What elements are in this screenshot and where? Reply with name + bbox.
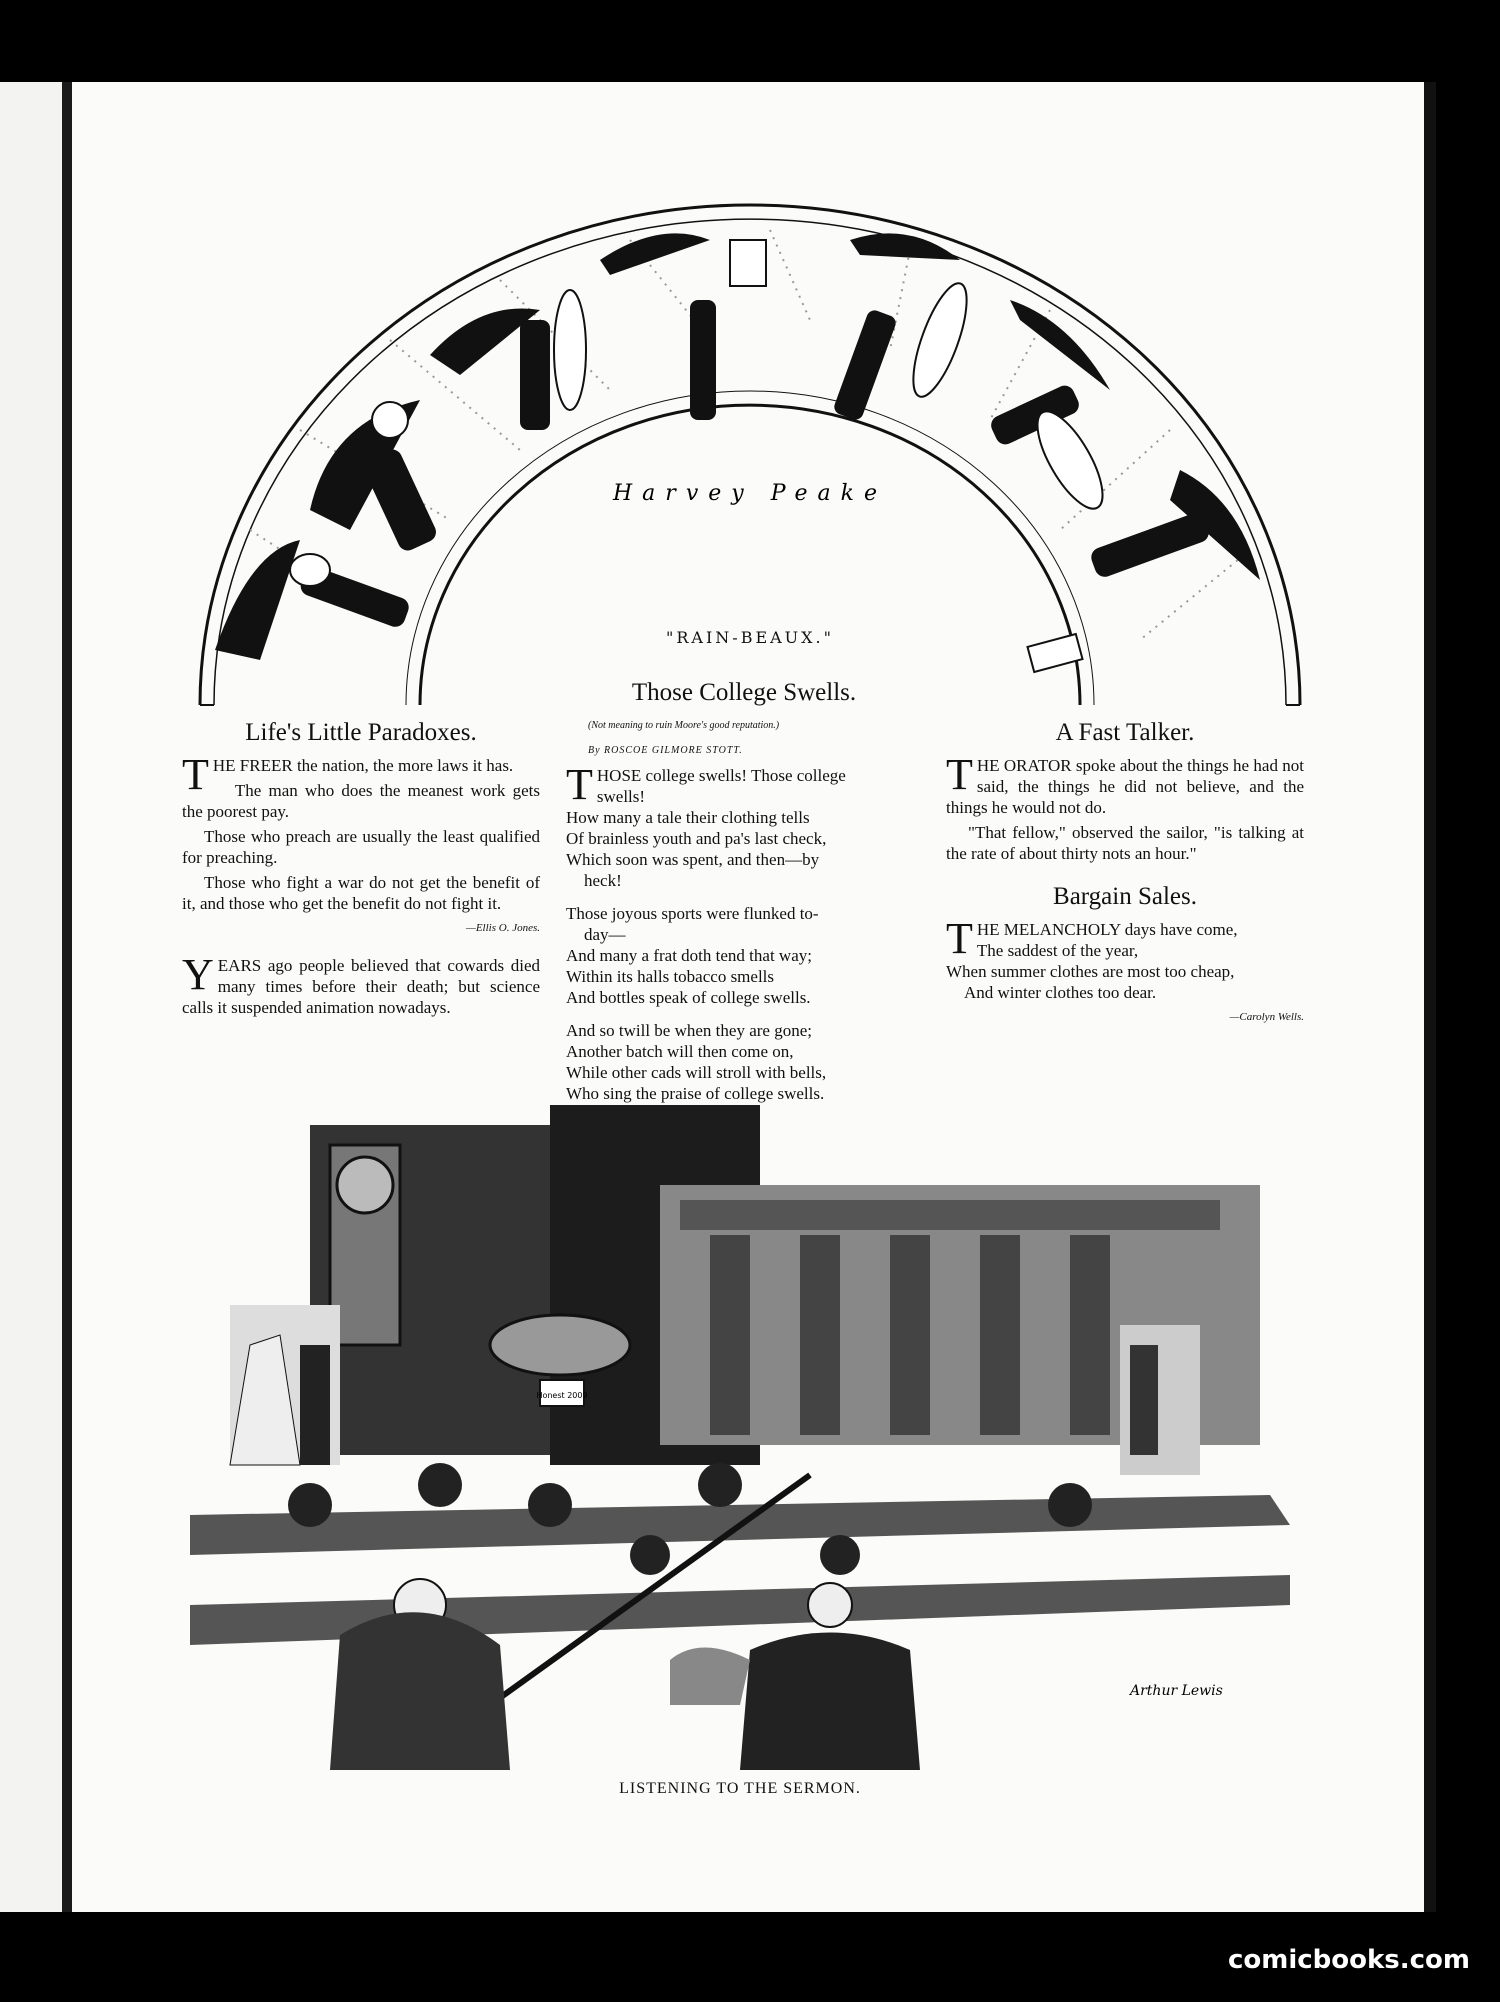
illustration-artist-signature: Arthur Lewis bbox=[1130, 1683, 1223, 1699]
poem-title: Those College Swells. bbox=[631, 679, 857, 706]
paragraph-4: Those who fight a war do not get the benefit of it, and those who get the benefit do not fight it. bbox=[182, 873, 540, 913]
column-lifes-little-paradoxes bbox=[182, 719, 540, 1022]
stanza-1: THOSE college swells! Those college swells! How many a tale their clothing tells Of brainless youth and pa's last check, Which soon was spent, and then—by heck! bbox=[566, 760, 846, 890]
article-title: Life's Little Paradoxes. bbox=[245, 719, 477, 746]
byline: —Carolyn Wells. bbox=[1229, 1011, 1304, 1023]
paragraph-2: The man who does the meanest work gets the poorest pay. bbox=[182, 781, 540, 821]
column-a-fast-talker bbox=[946, 719, 1304, 1028]
fan-caption: "RAIN-BEAUX." bbox=[666, 628, 834, 647]
honest-sign-text: Honest 2009 bbox=[536, 1391, 588, 1400]
article-title: A Fast Talker. bbox=[1055, 719, 1195, 746]
poem-subnote: (Not meaning to ruin Moore's good reputation.) bbox=[588, 720, 780, 731]
paragraph-1: THE FREER the nation, the more laws it has. bbox=[182, 750, 514, 799]
paragraph-1: THE ORATOR spoke about the things he had not said, the things he did not believe, and the things he would not do. bbox=[946, 750, 1304, 817]
stanza-2: Those joyous sports were flunked to- day— And many a frat doth tend that way; Within its halls tobacco smells And bottles speak of college swells. bbox=[566, 904, 819, 1007]
church-sermon-illustration bbox=[190, 1105, 1300, 1770]
paragraph-5: YEARS ago people believed that cowards died many times before their death; but science calls it suspended animation nowadays. bbox=[182, 950, 540, 1017]
paragraph-2: "That fellow," observed the sailor, "is talking at the rate of about thirty nots an hour." bbox=[946, 823, 1304, 863]
column-those-college-swells bbox=[566, 679, 922, 1116]
page-edge-shadow bbox=[1424, 82, 1436, 1912]
paragraph-3: Those who preach are usually the least qualified for preaching. bbox=[182, 827, 540, 867]
fan-artist-signature: Harvey Peake bbox=[613, 481, 887, 506]
left-page-spine bbox=[0, 82, 62, 1912]
bargain-sales-verse: THE MELANCHOLY days have come, The saddest of the year, When summer clothes are most too cheap, And winter clothes too dear. bbox=[946, 914, 1238, 1002]
watermark: comicbooks.com bbox=[1227, 1945, 1470, 1975]
byline: —Ellis O. Jones. bbox=[466, 922, 540, 934]
spine-shadow bbox=[62, 82, 72, 1912]
stanza-3: And so twill be when they are gone; Another batch will then come on, While other cads will stroll with bells, Who sing the praise of college swells. bbox=[566, 1021, 827, 1103]
poem-author: By ROSCOE GILMORE STOTT. bbox=[588, 745, 743, 756]
article-title-bargain-sales: Bargain Sales. bbox=[1053, 883, 1197, 910]
illustration-caption: LISTENING TO THE SERMON. bbox=[619, 1780, 861, 1797]
